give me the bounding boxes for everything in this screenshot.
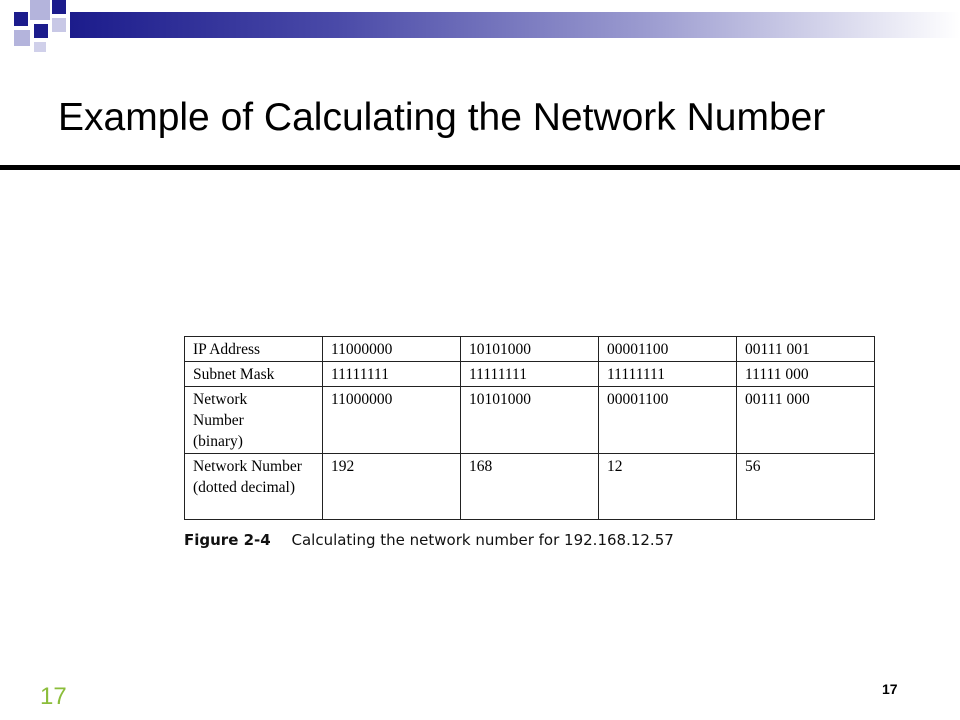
header-square-light-4 — [34, 42, 46, 52]
header-square-dark-2 — [52, 0, 66, 14]
table-cell: 00111 001 — [737, 337, 875, 362]
header-square-dark-1 — [14, 12, 28, 26]
table-cell: 11000000 — [323, 337, 461, 362]
table-cell: 00001100 — [599, 387, 737, 454]
header-square-light-3 — [52, 18, 66, 32]
row-label: Network Number (dotted decimal) — [185, 454, 323, 520]
table-cell: 00001100 — [599, 337, 737, 362]
table-cell: 11111 000 — [737, 362, 875, 387]
header-gradient-bar — [70, 12, 960, 38]
header-square-light-1 — [30, 0, 50, 20]
table-cell: 11111111 — [461, 362, 599, 387]
table-cell: 56 — [737, 454, 875, 520]
table-cell: 10101000 — [461, 387, 599, 454]
network-calculation-table — [184, 336, 875, 520]
table-cell: 192 — [323, 454, 461, 520]
table-cell: 11000000 — [323, 387, 461, 454]
table-cell: 00111 000 — [737, 387, 875, 454]
header-square-dark-3 — [34, 24, 48, 38]
title-underline — [0, 165, 960, 170]
page-number-left: 17 — [40, 683, 67, 710]
table-cell: 11111111 — [323, 362, 461, 387]
table-row-network-binary — [185, 387, 875, 454]
header-square-light-2 — [14, 30, 30, 46]
table-cell: 12 — [599, 454, 737, 520]
figure-caption-text: Calculating the network number for 192.168.12.57 — [291, 531, 674, 549]
table-cell: 10101000 — [461, 337, 599, 362]
table-row-ip-address — [185, 337, 875, 362]
table-cell: 168 — [461, 454, 599, 520]
row-label: IP Address — [185, 337, 323, 362]
row-label: Subnet Mask — [185, 362, 323, 387]
figure-caption — [184, 531, 674, 549]
figure-label: Figure 2-4 — [184, 531, 271, 549]
table-row-network-decimal — [185, 454, 875, 520]
page-number-right: 17 — [882, 681, 898, 697]
table-cell: 11111111 — [599, 362, 737, 387]
row-label: Network Number (binary) — [185, 387, 323, 454]
table-row-subnet-mask — [185, 362, 875, 387]
slide-title: Example of Calculating the Network Number — [58, 96, 826, 139]
